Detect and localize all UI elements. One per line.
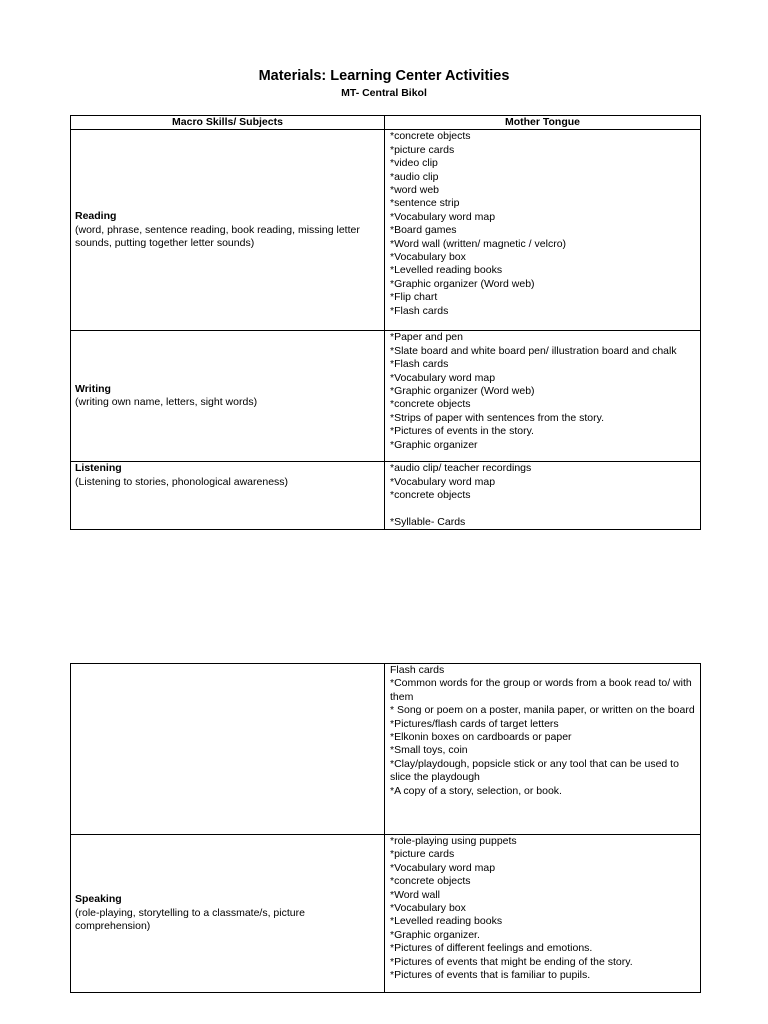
material-item: *Graphic organizer. <box>390 928 480 941</box>
material-item: *Strips of paper with sentences from the story. <box>390 411 604 424</box>
material-item: *Vocabulary word map <box>390 475 496 488</box>
materials-table <box>70 115 701 530</box>
material-item: *concrete objects <box>390 875 471 888</box>
material-item: *Vocabulary word map <box>390 210 496 223</box>
material-item: *Pictures of events that might be ending of the story. <box>390 955 633 968</box>
material-item: *A copy of a story, selection, or book. <box>390 784 562 797</box>
subject-name: Speaking <box>75 893 122 906</box>
material-item: *Vocabulary box <box>390 902 466 915</box>
subject-description: (writing own name, letters, sight words) <box>75 396 258 409</box>
material-item: *sentence strip <box>390 197 460 210</box>
material-item: *Common words for the group or words from a book read to/ with them <box>390 677 692 703</box>
material-item: *Paper and pen <box>390 331 463 344</box>
material-item: *Syllable- Cards <box>390 516 466 529</box>
table-header-row <box>71 116 701 130</box>
material-item: *Elkonin boxes on cardboards or paper <box>390 731 572 744</box>
material-item: *Word wall <box>390 888 440 901</box>
document-title: Materials: Learning Center Activities <box>258 68 510 84</box>
table-row-listening <box>71 462 701 530</box>
subject-description: (Listening to stories, phonological awareness) <box>75 475 289 488</box>
material-item-blank <box>390 503 695 516</box>
materials-cell-listening <box>385 462 701 530</box>
materials-cell-listening-continued <box>385 664 701 835</box>
material-item: *video clip <box>390 157 438 170</box>
material-item: *role-playing using puppets <box>390 835 517 847</box>
subject-cell-writing <box>71 331 385 462</box>
material-item: *Word wall (written/ magnetic / velcro) <box>390 237 567 250</box>
material-item: Flash cards <box>390 664 445 676</box>
material-item: *Flash cards <box>390 304 449 317</box>
material-item: *Clay/playdough, popsicle stick or any tool that can be used to slice the playdough <box>390 757 679 784</box>
material-item: *Graphic organizer (Word web) <box>390 385 535 398</box>
material-item: *Pictures of different feelings and emotions. <box>390 942 593 955</box>
table-row-listening-continued <box>71 664 701 835</box>
material-item: *Pictures of events in the story. <box>390 425 534 438</box>
material-item: *Levelled reading books <box>390 264 503 277</box>
material-item: *concrete objects <box>390 398 471 411</box>
subject-name: Reading <box>75 210 117 223</box>
material-item: *Levelled reading books <box>390 915 503 928</box>
material-item: *Flip chart <box>390 291 438 304</box>
materials-cell-speaking <box>385 835 701 993</box>
material-item: *audio clip <box>390 170 439 183</box>
document-subtitle: MT- Central Bikol <box>341 87 427 99</box>
material-item: *Small toys, coin <box>390 744 468 757</box>
table-row-speaking <box>71 835 701 993</box>
materials-table-continued <box>70 663 701 993</box>
material-item: *picture cards <box>390 143 455 156</box>
material-item: *concrete objects <box>390 489 471 502</box>
table-row-reading <box>71 130 701 331</box>
material-item: *Pictures/flash cards of target letters <box>390 717 559 730</box>
material-item: *Flash cards <box>390 358 449 371</box>
materials-cell-writing <box>385 331 701 462</box>
material-item: *Slate board and white board pen/ illustration board and chalk <box>390 344 677 357</box>
subject-cell-empty <box>71 664 385 835</box>
material-item: *Vocabulary word map <box>390 371 496 384</box>
material-item: * Song or poem on a poster, manila paper, or written on the board <box>390 704 695 717</box>
materials-cell-reading <box>385 130 701 331</box>
subject-cell-listening <box>71 462 385 530</box>
subject-description: (word, phrase, sentence reading, book reading, missing letter sounds, putting together letter sounds) <box>75 223 360 250</box>
subject-cell-reading <box>71 130 385 331</box>
material-item: *audio clip/ teacher recordings <box>390 462 532 475</box>
material-item: *Pictures of events that is familiar to pupils. <box>390 969 591 982</box>
header-mother-tongue: Mother Tongue <box>385 116 701 130</box>
material-item: *Board games <box>390 224 457 237</box>
subject-description: (role-playing, storytelling to a classmate/s, picture comprehension) <box>75 906 305 933</box>
header-macro-skills: Macro Skills/ Subjects <box>71 116 385 130</box>
subject-name: Writing <box>75 383 111 395</box>
material-item: *picture cards <box>390 848 455 861</box>
material-item: *word web <box>390 184 440 197</box>
table-row-writing <box>71 331 701 462</box>
material-item: *Vocabulary word map <box>390 861 496 874</box>
material-item: *Graphic organizer <box>390 438 478 451</box>
material-item: *Graphic organizer (Word web) <box>390 277 535 290</box>
subject-cell-speaking <box>71 835 385 993</box>
material-item: *Vocabulary box <box>390 251 466 264</box>
material-item: *concrete objects <box>390 130 471 143</box>
subject-name: Listening <box>75 462 122 475</box>
